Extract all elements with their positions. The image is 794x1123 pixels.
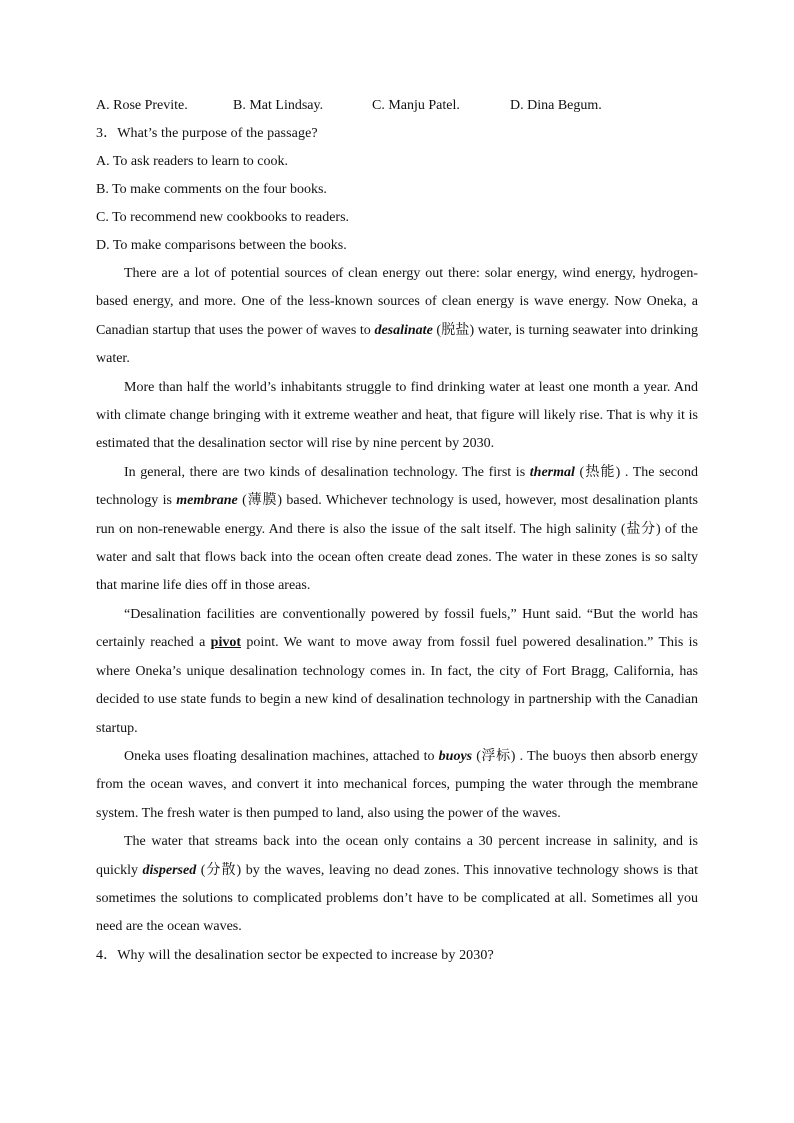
p6-text-2: (分散) by the waves, leaving no dead zones. This innovative technology shows is that sometimes the solutions to complicated problems don’t have to be complicated at all. Sometimes all you need are the ocean waves. — [96, 862, 698, 935]
p4-text-2: point. We want to move away from fossil fuel powered desalination.” This is where Oneka’s unique desalination technology comes in. In fact, the city of Fort Bragg, California, has decided to use state funds to begin a new kind of desalination technology in partnership with the Canadian startup. — [96, 635, 698, 736]
p6-text-1: The water that streams back into the ocean only contains a 30 percent increase in salinity, and is quickly — [96, 834, 698, 878]
passage-paragraph-2: More than half the world’s inhabitants struggle to find drinking water at least one month a year. And with climate change bringing with it extreme weather and heat, that figure will likely rise. That is why it is estimated that the desalination sector will rise by nine percent by 2030. — [96, 379, 698, 452]
p4-text-1: “Desalination facilities are conventionally powered by fossil fuels,” Hunt said. “But the world has certainly reached a — [96, 606, 698, 651]
document-page — [96, 92, 698, 970]
q2-option-d: D. Dina Begum. — [510, 98, 602, 113]
passage-paragraph-3 — [96, 459, 698, 601]
p5-text-1: Oneka uses floating desalination machines, attached to — [124, 748, 439, 764]
p1-text-2: (脱盐) water, is turning seawater into drinking water. — [96, 322, 698, 367]
keyword-pivot: pivot — [210, 635, 241, 651]
keyword-buoys: buoys — [438, 748, 473, 764]
q2-option-a: A. Rose Previte. — [96, 98, 188, 113]
p3-text-2: (热能) . The second technology is — [96, 464, 698, 509]
q3-option-b: B. To make comments on the four books. — [96, 182, 327, 197]
keyword-thermal: thermal — [529, 464, 575, 480]
keyword-membrane: membrane — [176, 493, 238, 509]
passage-paragraph-4 — [96, 601, 698, 743]
q3-question: 3．What’s the purpose of the passage? — [96, 126, 318, 141]
q2-option-b: B. Mat Lindsay. — [233, 98, 324, 113]
q2-options — [96, 92, 698, 120]
p5-text-2: (浮标) . The buoys then absorb energy from the ocean waves, and convert it into mechanical forces, pumping the water through the membrane system. The fresh water is then pumped to land, also using the power of the waves. — [96, 748, 698, 821]
passage-paragraph-6 — [96, 828, 698, 942]
q2-option-c: C. Manju Patel. — [372, 98, 460, 113]
p1-text-1: There are a lot of potential sources of clean energy out there: solar energy, wind energy, hydrogen-based energy, and more. One of the less-known sources of clean energy is wave energy. Now Oneka, a Canadian startup that uses the power of waves to — [96, 266, 698, 338]
q3-option-d: D. To make comparisons between the books. — [96, 238, 347, 253]
p3-text-1: In general, there are two kinds of desalination technology. The first is — [124, 464, 530, 480]
passage-paragraph-5 — [96, 743, 698, 828]
q4-question: 4．Why will the desalination sector be expected to increase by 2030? — [96, 947, 494, 963]
q3-option-c: C. To recommend new cookbooks to readers. — [96, 210, 350, 225]
passage-paragraph-1 — [96, 260, 698, 374]
q3-option-a: A. To ask readers to learn to cook. — [96, 154, 288, 169]
keyword-desalinate: desalinate — [374, 322, 433, 338]
keyword-dispersed: dispersed — [142, 862, 197, 878]
p3-text-3: (薄膜) based. Whichever technology is used, however, most desalination plants run on non-renewable energy. And there is also the issue of the salt itself. The high salinity (盐分) of the water and salt that flows back into the ocean often create dead zones. The water in these zones is so salty that marine life dies off in those areas. — [96, 493, 698, 594]
